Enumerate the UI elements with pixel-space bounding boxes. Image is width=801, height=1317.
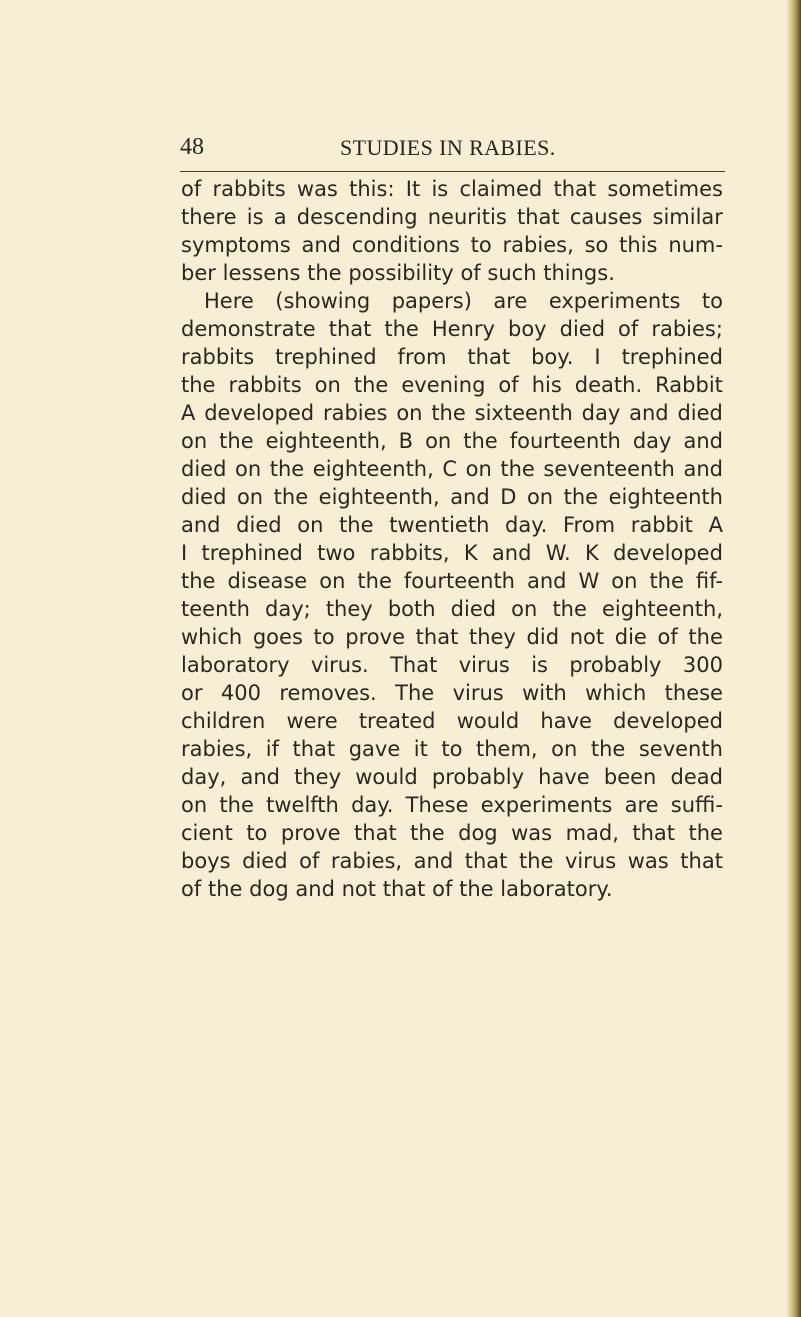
text-word: virus xyxy=(565,849,617,873)
text-word: such xyxy=(487,261,537,285)
text-word: boy xyxy=(507,317,547,341)
text-word: I xyxy=(181,541,188,565)
text-word: this xyxy=(619,233,658,257)
text-word: day xyxy=(581,401,621,425)
text-word: eighteenth, xyxy=(602,597,723,621)
text-word: eighteenth, xyxy=(318,485,440,509)
text-word: on xyxy=(465,457,492,481)
page-edge-shadow xyxy=(787,0,801,1317)
text-word: them, xyxy=(476,737,538,761)
text-word: both xyxy=(387,597,436,621)
text-word: and xyxy=(301,233,341,257)
text-word: dog xyxy=(249,877,289,901)
text-word: trephined xyxy=(275,345,377,369)
text-word: the xyxy=(219,429,254,453)
text-word: or xyxy=(181,681,203,705)
text-word: on xyxy=(611,569,638,593)
text-word: the xyxy=(181,373,216,397)
text-word: the xyxy=(410,821,445,845)
text-word: so xyxy=(584,233,609,257)
text-word: that xyxy=(464,849,508,873)
text-word: that xyxy=(415,625,459,649)
text-word: and xyxy=(413,849,454,873)
text-word: developed xyxy=(613,709,723,733)
text-word: the xyxy=(552,597,587,621)
text-word: of xyxy=(618,317,639,341)
text-word: rabies; xyxy=(651,317,723,341)
text-word: have xyxy=(540,709,592,733)
text-word: are xyxy=(493,289,528,313)
text-word: the xyxy=(688,625,723,649)
text-word: died xyxy=(677,401,723,425)
text-word: would xyxy=(355,765,418,789)
text-word: claimed xyxy=(459,177,543,201)
text-line xyxy=(181,259,723,287)
text-word: on xyxy=(181,793,208,817)
text-word: to xyxy=(313,625,335,649)
text-word: causes xyxy=(569,205,643,229)
text-word: Henry xyxy=(431,317,495,341)
text-word: rabbits xyxy=(212,177,286,201)
text-word: C xyxy=(442,457,458,481)
text-line xyxy=(181,315,723,343)
text-word: is xyxy=(431,177,449,201)
text-line xyxy=(181,455,723,483)
text-word: fourteenth xyxy=(509,429,621,453)
text-word: the xyxy=(181,569,216,593)
text-word: experiments xyxy=(548,289,681,313)
text-word: been xyxy=(603,765,657,789)
text-word: died xyxy=(236,513,282,537)
text-word: day xyxy=(632,429,672,453)
page-number: 48 xyxy=(180,134,204,160)
text-word: suffi- xyxy=(670,793,723,817)
text-word: of xyxy=(181,877,202,901)
text-word: they xyxy=(294,765,342,789)
text-word: the xyxy=(500,457,535,481)
text-word: disease xyxy=(227,569,308,593)
text-word: with xyxy=(522,681,567,705)
body-text xyxy=(181,175,723,903)
text-word: day, xyxy=(181,765,227,789)
text-word: papers) xyxy=(391,289,472,313)
text-line xyxy=(181,511,723,539)
text-word: was xyxy=(511,821,553,845)
text-line xyxy=(181,763,723,791)
text-word: num- xyxy=(668,233,723,257)
text-word: twelfth xyxy=(266,793,339,817)
text-word: the xyxy=(384,317,419,341)
text-line xyxy=(181,735,723,763)
text-word: things. xyxy=(543,261,615,285)
text-word: virus xyxy=(458,653,510,677)
text-word: developed xyxy=(613,541,723,565)
text-word: from xyxy=(397,345,447,369)
text-line xyxy=(181,203,723,231)
text-line xyxy=(181,231,723,259)
text-word: experiments xyxy=(480,793,613,817)
text-word: not xyxy=(341,877,377,901)
text-word: on xyxy=(235,457,262,481)
text-word: and xyxy=(683,457,723,481)
text-word: his xyxy=(531,373,562,397)
text-word: to xyxy=(441,737,463,761)
text-word: D xyxy=(500,485,517,509)
text-word: on xyxy=(319,569,346,593)
text-word: were xyxy=(286,709,338,733)
text-line xyxy=(181,427,723,455)
text-word: laboratory. xyxy=(500,877,613,901)
text-word: the xyxy=(307,261,342,285)
text-line xyxy=(181,847,723,875)
text-word: prove xyxy=(345,625,405,649)
text-word: died xyxy=(242,849,288,873)
header-rule xyxy=(180,171,725,172)
text-word: on xyxy=(526,485,554,509)
text-line xyxy=(181,343,723,371)
text-word: eighteenth, xyxy=(265,429,387,453)
text-word: developed xyxy=(204,401,315,425)
text-word: the xyxy=(590,737,626,761)
text-word: 400 xyxy=(220,681,261,705)
text-word: if xyxy=(265,737,279,761)
text-word: a xyxy=(273,205,287,229)
text-word: the xyxy=(339,513,374,537)
text-word: eighteenth, xyxy=(312,457,434,481)
text-word: died xyxy=(181,457,227,481)
text-word: and xyxy=(240,765,280,789)
text-word: rabbits, xyxy=(369,541,450,565)
text-word: evening xyxy=(401,373,486,397)
text-word: did xyxy=(526,625,560,649)
text-word: that xyxy=(553,177,597,201)
text-word: dead xyxy=(670,765,723,789)
text-word: that xyxy=(680,849,723,873)
text-word: on xyxy=(396,401,423,425)
text-word: which xyxy=(585,681,647,705)
text-line xyxy=(181,595,723,623)
text-word: to xyxy=(701,289,723,313)
text-word: to xyxy=(246,821,268,845)
text-word: similar xyxy=(652,205,723,229)
text-word: of xyxy=(460,261,481,285)
text-word: to xyxy=(470,233,492,257)
text-line xyxy=(181,287,723,315)
text-word: treated xyxy=(358,709,436,733)
text-word: seventeenth xyxy=(543,457,675,481)
text-word: eighteenth xyxy=(608,485,723,509)
text-word: virus xyxy=(452,681,504,705)
text-word: the xyxy=(459,877,494,901)
text-word: which xyxy=(181,625,243,649)
text-word: From xyxy=(563,513,616,537)
text-word: the xyxy=(353,373,389,397)
text-word: sixteenth xyxy=(474,401,573,425)
text-word: sometimes xyxy=(607,177,723,201)
running-head: STUDIES IN RABIES. xyxy=(340,135,556,160)
text-word: symptoms xyxy=(181,233,291,257)
text-word: of xyxy=(181,177,202,201)
text-word: of xyxy=(432,877,453,901)
text-line xyxy=(181,651,723,679)
text-word: descending xyxy=(296,205,418,229)
text-word: rabbits xyxy=(181,345,255,369)
text-word: and xyxy=(491,541,532,565)
text-word: on xyxy=(297,513,324,537)
text-line xyxy=(181,791,723,819)
text-word: It xyxy=(405,177,421,201)
text-word: rabies, xyxy=(502,233,574,257)
text-word: that xyxy=(354,821,397,845)
text-word: the xyxy=(431,401,466,425)
text-word: that xyxy=(516,205,560,229)
text-line xyxy=(181,707,723,735)
text-word: Rabbit xyxy=(655,373,723,397)
text-word: there xyxy=(181,205,237,229)
text-word: the xyxy=(649,569,684,593)
text-word: prove xyxy=(280,821,341,845)
text-word: the xyxy=(688,821,723,845)
text-word: rabbits xyxy=(228,373,302,397)
text-word: rabies, xyxy=(181,737,253,761)
text-word: not xyxy=(569,625,605,649)
text-word: that xyxy=(632,821,676,845)
text-word: the xyxy=(207,877,243,901)
text-word: removes. xyxy=(279,681,377,705)
text-word: of xyxy=(299,849,320,873)
text-word: ber xyxy=(181,261,216,285)
text-word: died xyxy=(450,597,497,621)
text-word: is xyxy=(531,653,548,677)
text-word: on xyxy=(181,429,208,453)
text-word: Here xyxy=(204,289,254,313)
text-word: 300 xyxy=(682,653,723,677)
text-word: laboratory xyxy=(181,653,290,677)
text-word: are xyxy=(624,793,659,817)
text-word: they xyxy=(325,597,373,621)
text-line xyxy=(181,567,723,595)
text-line xyxy=(181,399,723,427)
text-word: was xyxy=(627,849,669,873)
text-word: the xyxy=(219,793,254,817)
text-line xyxy=(181,539,723,567)
text-word: on xyxy=(551,737,578,761)
text-word: day. xyxy=(351,793,394,817)
text-word: day; xyxy=(265,597,311,621)
text-word: The xyxy=(395,681,435,705)
text-word: the xyxy=(518,849,554,873)
text-line xyxy=(181,819,723,847)
text-line xyxy=(181,175,723,203)
text-word: of xyxy=(498,373,519,397)
text-word: gave xyxy=(348,737,401,761)
text-word: these xyxy=(664,681,723,705)
text-word: boy. xyxy=(531,345,574,369)
text-line xyxy=(181,483,723,511)
text-word: would xyxy=(456,709,520,733)
text-word: probably xyxy=(569,653,662,677)
text-word: A xyxy=(708,513,723,537)
text-word: and xyxy=(450,485,490,509)
text-line xyxy=(181,371,723,399)
text-word: that xyxy=(328,317,372,341)
text-word: possibility xyxy=(348,261,454,285)
text-word: the xyxy=(563,485,599,509)
text-word: rabies xyxy=(322,401,388,425)
text-word: and xyxy=(683,429,723,453)
text-word: that xyxy=(292,737,336,761)
text-word: goes xyxy=(252,625,303,649)
text-word: the xyxy=(463,429,498,453)
text-word: that xyxy=(382,877,426,901)
text-word: die xyxy=(614,625,647,649)
text-word: fif- xyxy=(695,569,723,593)
text-word: of xyxy=(657,625,678,649)
text-word: fourteenth xyxy=(403,569,515,593)
text-word: cient xyxy=(181,821,233,845)
text-word: mad, xyxy=(565,821,619,845)
text-word: children xyxy=(181,709,266,733)
text-word: trephined xyxy=(621,345,723,369)
text-word: this: xyxy=(349,177,395,201)
text-word: dog xyxy=(458,821,498,845)
text-word: demonstrate xyxy=(181,317,316,341)
text-word: rabbit xyxy=(630,513,693,537)
text-line xyxy=(181,679,723,707)
text-word: is xyxy=(246,205,264,229)
text-word: probably xyxy=(431,765,525,789)
text-word: died xyxy=(559,317,606,341)
text-word: died xyxy=(181,485,227,509)
text-word: conditions xyxy=(351,233,460,257)
text-word: That xyxy=(390,653,438,677)
text-word: the xyxy=(269,457,305,481)
text-word: neuritis xyxy=(427,205,507,229)
text-word: W. xyxy=(545,541,571,565)
text-word: was xyxy=(296,177,338,201)
text-word: on xyxy=(511,597,538,621)
text-word: and xyxy=(181,513,221,537)
text-line xyxy=(181,875,723,903)
text-word: two xyxy=(317,541,356,565)
text-word: have xyxy=(538,765,590,789)
text-word: and xyxy=(295,877,335,901)
text-word: lessens xyxy=(222,261,301,285)
page-header xyxy=(180,132,725,166)
text-word: These xyxy=(405,793,469,817)
text-word: and xyxy=(629,401,669,425)
text-word: trephined xyxy=(201,541,303,565)
text-word: seventh xyxy=(638,737,723,761)
text-word: boys xyxy=(181,849,231,873)
text-word: on xyxy=(314,373,341,397)
text-line xyxy=(181,623,723,651)
text-word: twentieth xyxy=(389,513,490,537)
text-word: the xyxy=(273,485,309,509)
text-word: K xyxy=(463,541,478,565)
text-word: and xyxy=(527,569,567,593)
text-word: B xyxy=(398,429,414,453)
text-word: they xyxy=(468,625,516,649)
text-word: on xyxy=(236,485,264,509)
text-word: I xyxy=(594,345,601,369)
text-word: virus. xyxy=(310,653,369,677)
text-word: rabies, xyxy=(330,849,403,873)
text-word: W xyxy=(578,569,600,593)
text-word: (showing xyxy=(275,289,371,313)
text-word: the xyxy=(357,569,392,593)
text-word: death. xyxy=(574,373,643,397)
text-word: A xyxy=(181,401,196,425)
text-word: that xyxy=(467,345,511,369)
text-word: teenth xyxy=(181,597,250,621)
text-word: K xyxy=(585,541,599,565)
text-word: day. xyxy=(505,513,548,537)
text-word: it xyxy=(413,737,428,761)
text-word: on xyxy=(425,429,452,453)
